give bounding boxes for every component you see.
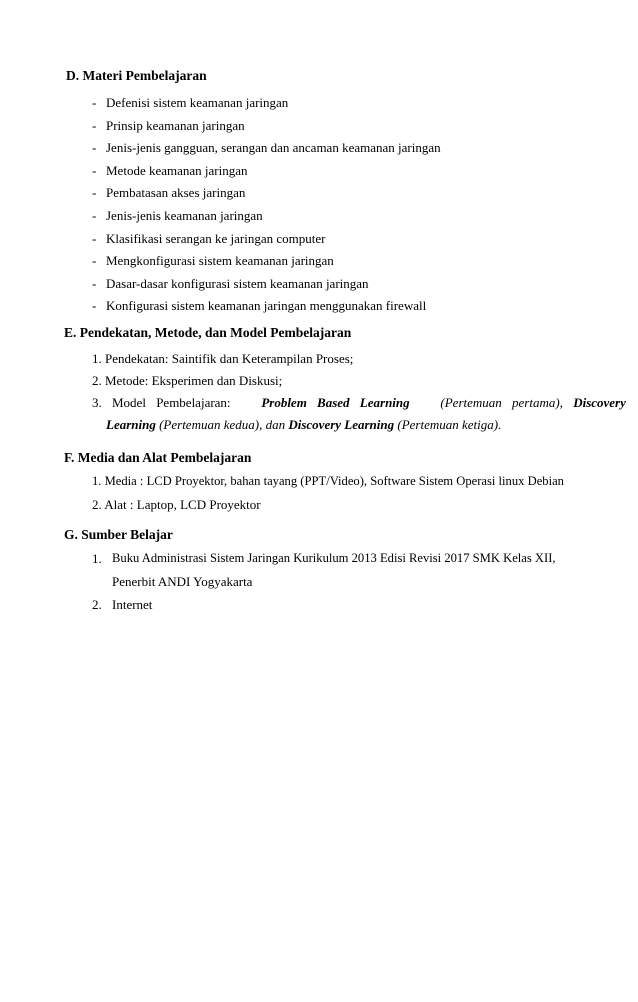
list-bullet: - — [92, 298, 97, 313]
materi-list-item: Defenisi sistem keamanan jaringan — [106, 95, 289, 110]
pbl-text: Problem Based Learning — [261, 395, 410, 410]
model-prefix: 3. Model Pembelajaran: — [92, 395, 231, 410]
materi-list-item: Mengkonfigurasi sistem keamanan jaringan — [106, 253, 334, 268]
discovery-text-a: Discovery — [573, 395, 626, 410]
materi-list-item: Konfigurasi sistem keamanan jaringan menggunakan firewall — [106, 298, 427, 313]
materi-list-item: Pembatasan akses jaringan — [106, 185, 246, 200]
section-d-heading: D. Materi Pembelajaran — [66, 68, 207, 83]
discovery-text-b: Learning — [106, 417, 156, 432]
sumber-item-1-number: 1. — [92, 551, 102, 566]
section-f-heading: F. Media dan Alat Pembelajaran — [64, 450, 252, 465]
sumber-item-2: Internet — [112, 597, 153, 612]
materi-list-item: Jenis-jenis gangguan, serangan dan ancaman keamanan jaringan — [106, 140, 441, 155]
dl2-note: (Pertemuan ketiga). — [397, 417, 502, 432]
media-item: 1. Media : LCD Proyektor, bahan tayang (PPT/Video), Software Sistem Operasi linux Debian — [92, 474, 564, 488]
section-g-heading: G. Sumber Belajar — [64, 527, 173, 542]
list-bullet: - — [92, 185, 97, 200]
list-bullet: - — [92, 95, 97, 110]
alat-item: 2. Alat : Laptop, LCD Proyektor — [92, 497, 261, 512]
materi-list-item: Klasifikasi serangan ke jaringan computer — [106, 231, 326, 246]
list-bullet: - — [92, 253, 97, 268]
sumber-item-1-line2: Penerbit ANDI Yogyakarta — [112, 574, 253, 589]
model-item-line1 — [92, 395, 626, 411]
model-item-line2 — [106, 417, 501, 433]
list-bullet: - — [92, 276, 97, 291]
materi-list-item: Jenis-jenis keamanan jaringan — [106, 208, 263, 223]
materi-list-item: Metode keamanan jaringan — [106, 163, 248, 178]
list-bullet: - — [92, 118, 97, 133]
section-e-heading: E. Pendekatan, Metode, dan Model Pembelajaran — [64, 325, 352, 340]
dl-note: (Pertemuan kedua), dan — [159, 417, 286, 432]
sumber-item-2-number: 2. — [92, 597, 102, 612]
pbl-note: (Pertemuan pertama), — [440, 395, 563, 410]
list-bullet: - — [92, 163, 97, 178]
list-bullet: - — [92, 208, 97, 223]
sumber-item-1-line1: Buku Administrasi Sistem Jaringan Kurikulum 2013 Edisi Revisi 2017 SMK Kelas XII, — [112, 551, 556, 565]
list-bullet: - — [92, 231, 97, 246]
metode-item: 2. Metode: Eksperimen dan Diskusi; — [92, 373, 283, 388]
list-bullet: - — [92, 140, 97, 155]
materi-list-item: Prinsip keamanan jaringan — [106, 118, 245, 133]
discovery-learning-text: Discovery Learning — [288, 417, 395, 432]
materi-list-item: Dasar-dasar konfigurasi sistem keamanan jaringan — [106, 276, 369, 291]
pendekatan-item: 1. Pendekatan: Saintifik dan Keterampilan Proses; — [92, 351, 354, 366]
